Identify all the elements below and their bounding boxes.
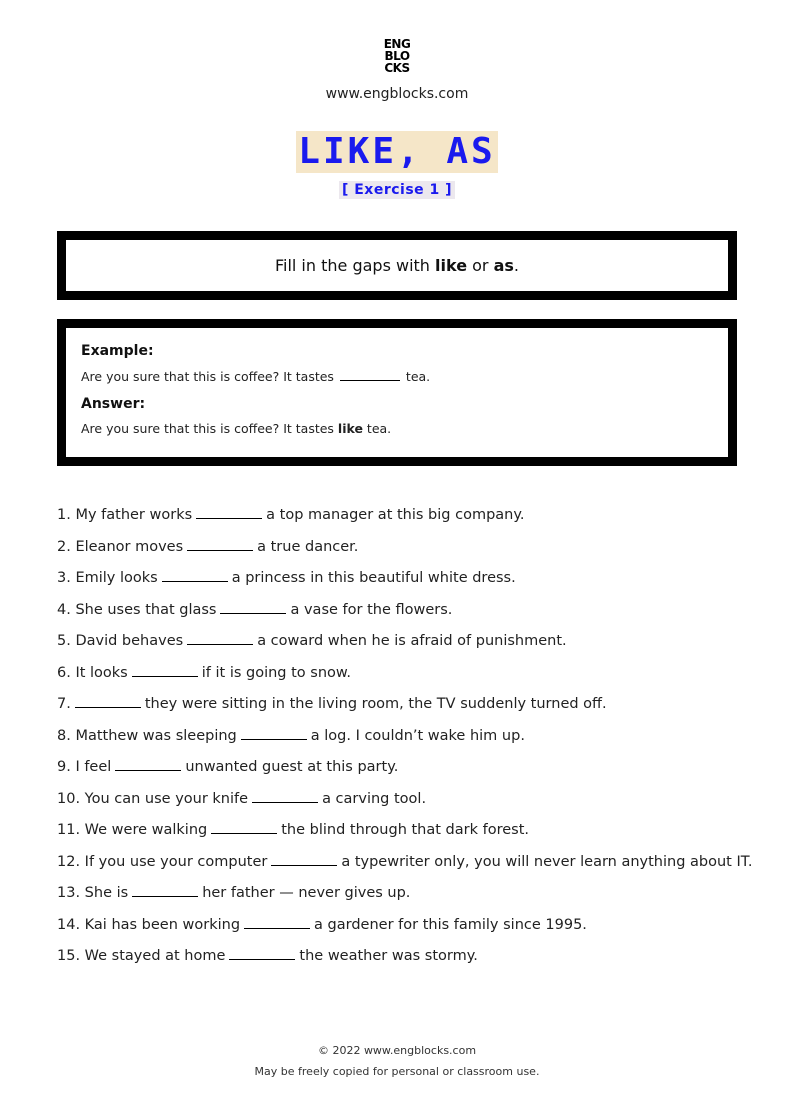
exercise-text-after: the weather was stormy.: [299, 948, 478, 964]
instruction-middle: or: [467, 256, 494, 275]
exercise-item: [57, 504, 757, 536]
exercise-item: [57, 567, 757, 599]
example-before: Are you sure that this is coffee? It tastes: [81, 369, 334, 384]
exercise-item: [57, 599, 757, 631]
exercise-gap: [115, 756, 181, 771]
exercise-text-after: a gardener for this family since 1995.: [314, 916, 587, 933]
exercise-item: [57, 630, 757, 662]
example-after: tea.: [405, 369, 431, 384]
exercise-text-after: a true dancer.: [257, 538, 359, 555]
exercise-text-after: a log. I couldn’t wake him up.: [310, 727, 525, 744]
exercise-text-before: 14. Kai has been working: [57, 916, 241, 933]
exercise-text-after: a typewriter only, you will never learn anything about IT.: [341, 853, 753, 870]
exercise-gap: [271, 851, 337, 866]
exercise-item: [57, 819, 757, 851]
exercise-item: [57, 536, 757, 568]
exercise-gap: [75, 693, 141, 708]
instruction-before: Fill in the gaps with: [274, 256, 436, 275]
exercise-text-before: 15. We stayed at home: [57, 948, 226, 964]
exercise-text-after: a coward when he is afraid of punishment.: [257, 633, 567, 649]
example-box: [57, 319, 737, 466]
exercise-item: [57, 725, 757, 757]
exercise-text-after: a carving tool.: [322, 790, 427, 807]
exercise-gap: [241, 725, 307, 740]
example-gap: [340, 368, 400, 381]
example-sentence: [81, 368, 728, 385]
exercise-text-before: 1. My father works: [57, 507, 193, 523]
exercise-gap: [244, 914, 310, 929]
exercise-item: [57, 914, 757, 946]
exercise-gap: [220, 599, 286, 614]
engblocks-logo: [377, 38, 417, 74]
exercise-text-before: 13. She is: [57, 885, 129, 901]
exercise-list: [57, 504, 757, 977]
exercise-item: [57, 945, 757, 977]
exercise-item: [57, 693, 757, 725]
exercise-text-after: they were sitting in the living room, the TV suddenly turned off.: [144, 696, 607, 712]
exercise-subtitle: [ Exercise 1 ]: [339, 181, 455, 199]
example-label: Example:: [81, 343, 154, 359]
logo-line-2: BLO: [384, 49, 410, 63]
exercise-text-after: the blind through that dark forest.: [281, 822, 529, 838]
exercise-gap: [252, 788, 318, 803]
instruction-word-like: like: [435, 256, 468, 275]
exercise-text-before: 6. It looks: [57, 664, 128, 681]
exercise-text-before: 12. If you use your computer: [57, 853, 268, 870]
exercise-text-before: 2. Eleanor moves: [57, 538, 184, 555]
exercise-text-before: 4. She uses that glass: [57, 601, 217, 618]
exercise-gap: [162, 567, 228, 582]
exercise-text-before: 5. David behaves: [57, 633, 184, 649]
exercise-text-before: 11. We were walking: [57, 822, 208, 838]
exercise-text-after: a princess in this beautiful white dress.: [231, 570, 516, 586]
instruction-box: [57, 231, 737, 300]
logo-line-1: ENG: [383, 37, 411, 51]
exercise-gap: [187, 536, 253, 551]
exercise-item: [57, 882, 757, 914]
answer-word: like: [337, 421, 363, 436]
exercise-text-after: a vase for the flowers.: [290, 601, 453, 618]
title-wrapper: [0, 131, 794, 173]
exercise-text-before: 7.: [57, 696, 71, 712]
exercise-gap: [132, 662, 198, 677]
exercise-item: [57, 788, 757, 820]
page-title: LIKE, AS: [298, 131, 496, 172]
answer-sentence: [81, 421, 728, 437]
exercise-gap: [229, 945, 295, 960]
instruction-after: .: [513, 256, 520, 275]
exercise-item: [57, 662, 757, 694]
answer-before: Are you sure that this is coffee? It tastes: [81, 421, 338, 436]
footer-license: May be freely copied for personal or classroom use.: [254, 1065, 540, 1078]
footer-copyright: © 2022 www.engblocks.com: [317, 1044, 477, 1057]
exercise-gap: [132, 882, 198, 897]
exercise-text-before: 8. Matthew was sleeping: [57, 727, 237, 744]
exercise-item: [57, 756, 757, 788]
exercise-text-after: her father — never gives up.: [202, 885, 411, 901]
site-url: www.engblocks.com: [325, 86, 469, 102]
instruction-word-as: as: [493, 256, 514, 275]
exercise-text-after: if it is going to snow.: [201, 664, 352, 681]
exercise-text-before: 3. Emily looks: [57, 570, 158, 586]
subtitle-wrapper: [0, 179, 794, 199]
exercise-text-after: unwanted guest at this party.: [185, 759, 399, 775]
exercise-gap: [211, 819, 277, 834]
exercise-text-before: 10. You can use your knife: [57, 790, 249, 807]
exercise-text-before: 9. I feel: [57, 759, 112, 775]
exercise-gap: [187, 630, 253, 645]
answer-label: Answer:: [81, 396, 146, 412]
answer-after: tea.: [362, 421, 392, 436]
exercise-item: [57, 851, 757, 883]
logo-line-3: CKS: [384, 61, 410, 75]
instruction-text: [275, 256, 519, 275]
exercise-gap: [196, 504, 262, 519]
exercise-text-after: a top manager at this big company.: [266, 507, 525, 523]
